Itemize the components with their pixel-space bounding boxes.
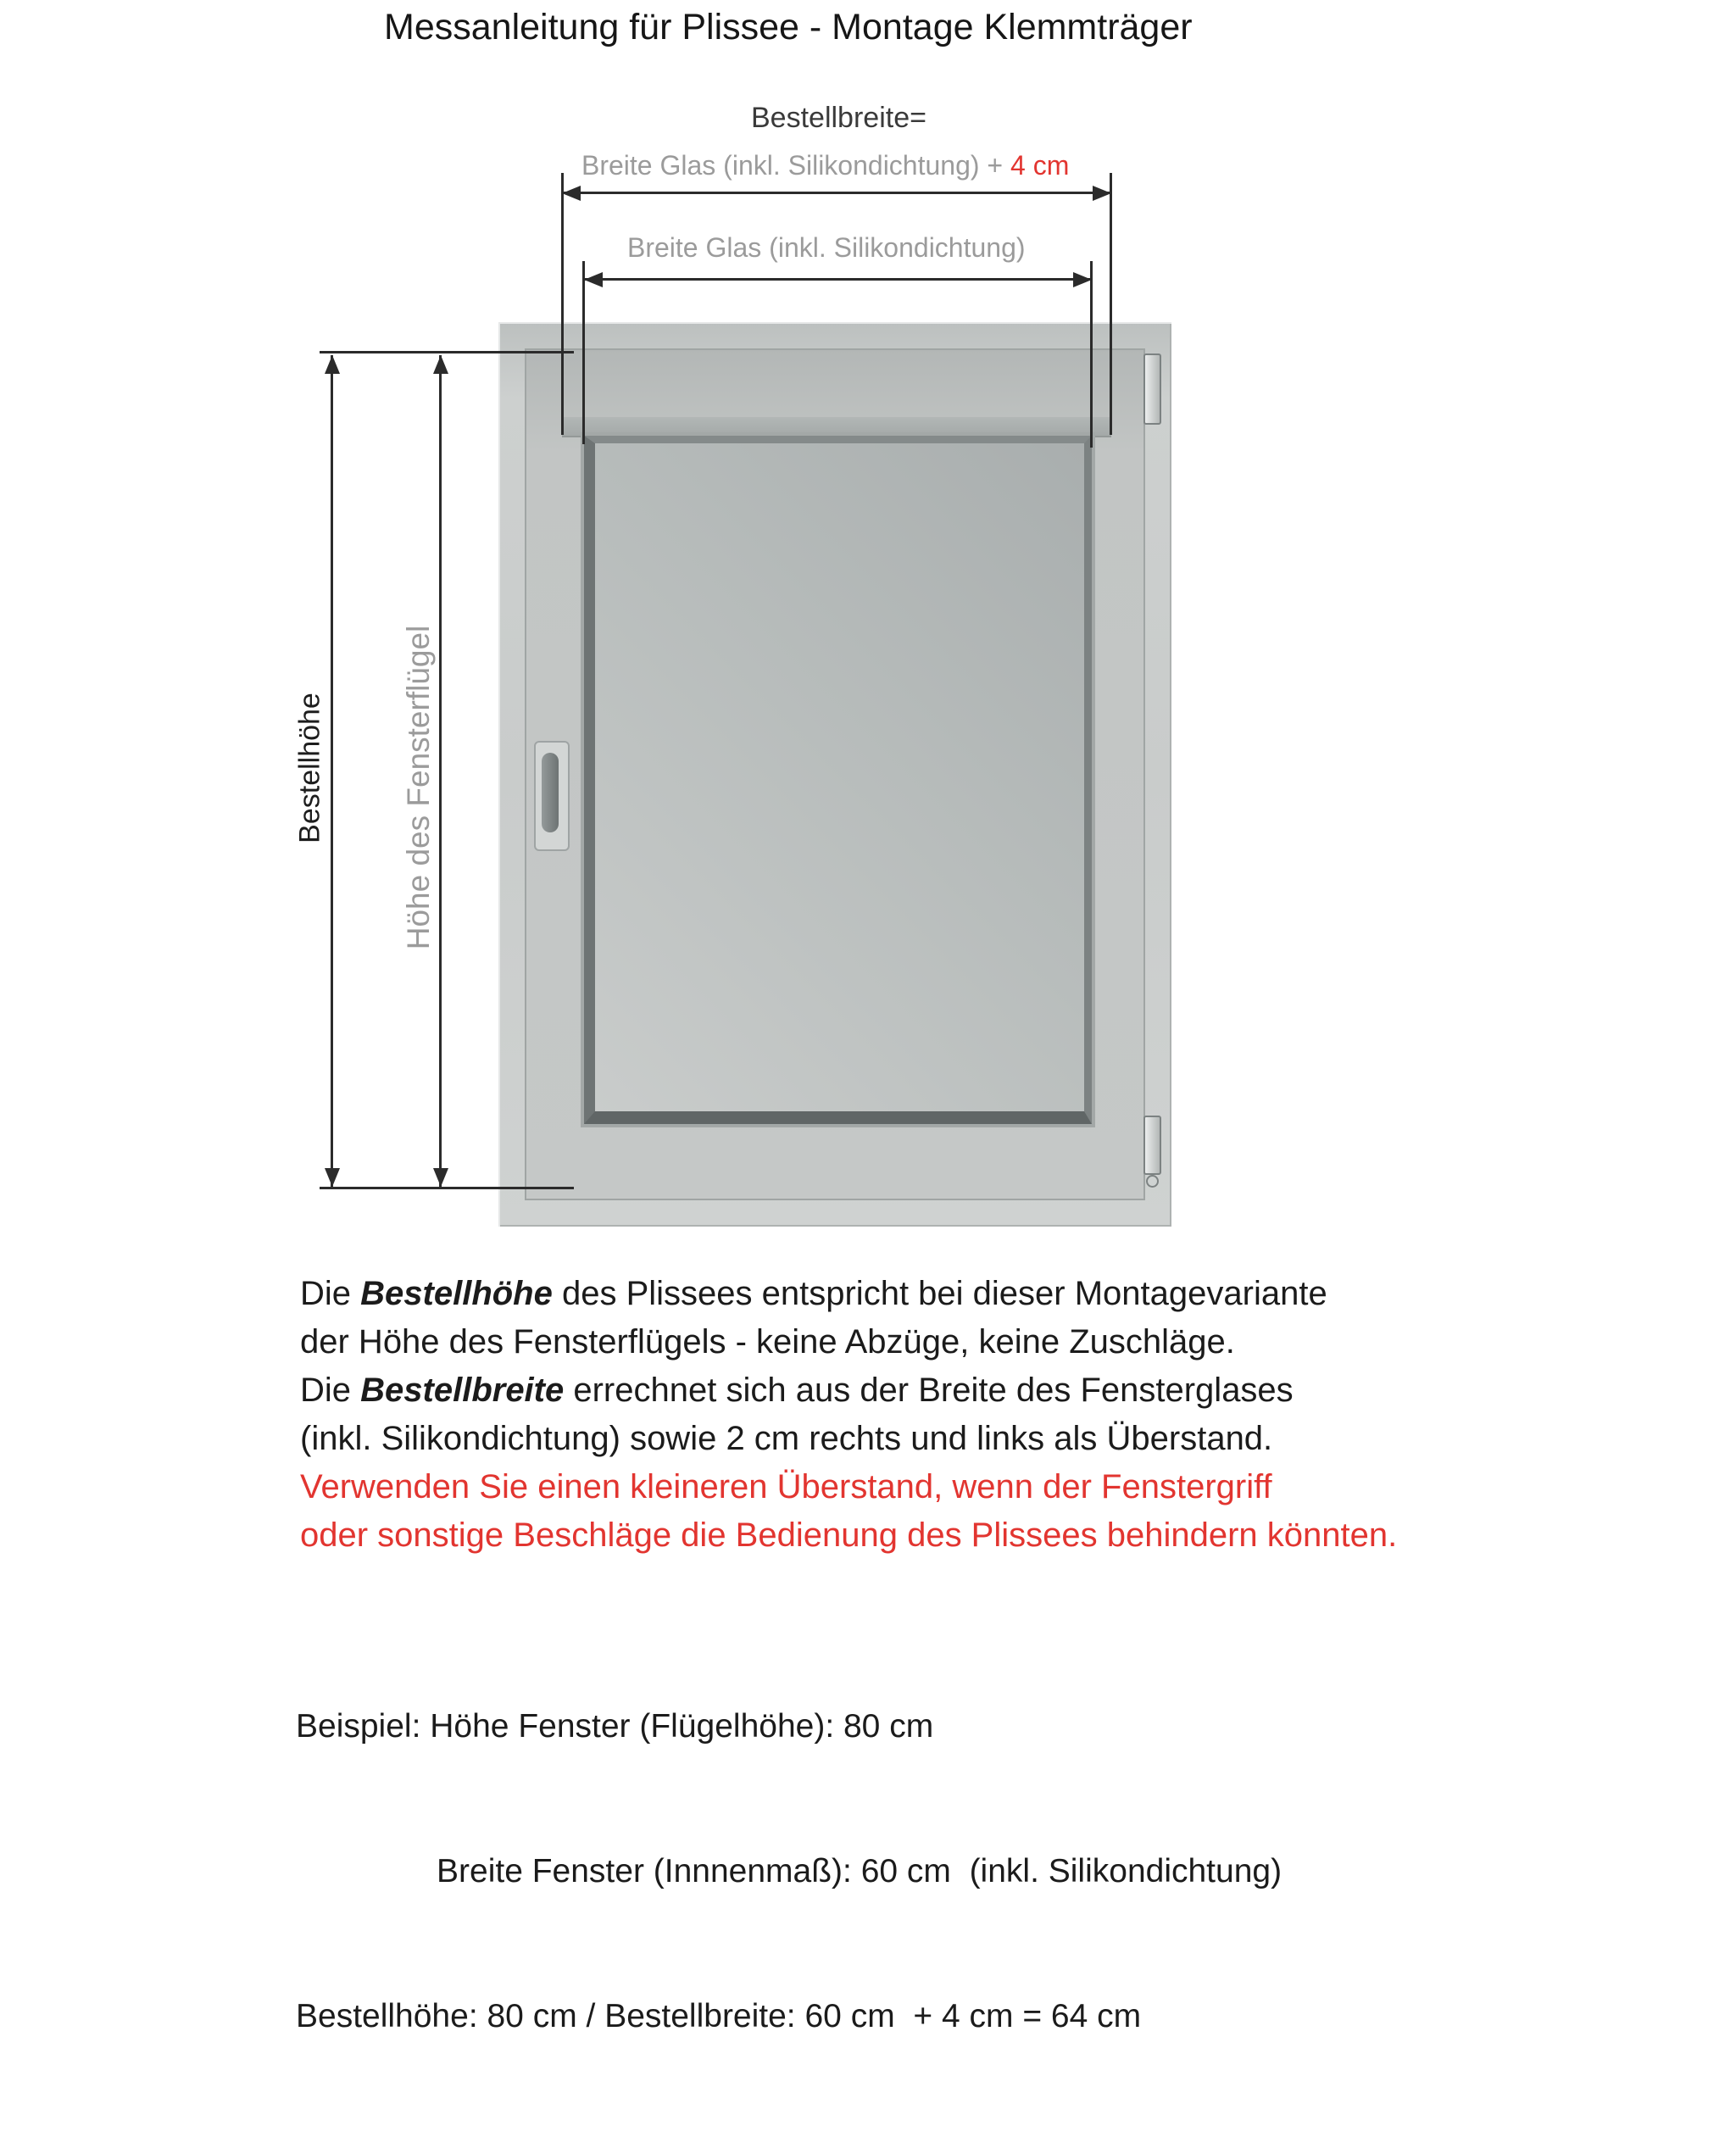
example-block: [296, 1606, 1282, 2137]
explanation-line-4: (inkl. Silikondichtung) sowie 2 cm rechts und links als Überstand.: [300, 1420, 1273, 1457]
explanation-line-3-suffix: errechnet sich aus der Breite des Fensterglases: [564, 1372, 1294, 1409]
warning-line-1: Verwenden Sie einen kleineren Überstand, wenn der Fenstergriff: [300, 1468, 1272, 1505]
explanation-line-1-prefix: Die: [300, 1275, 361, 1312]
order-width-label-extra: 4 cm: [1010, 150, 1070, 181]
window-glass: [584, 436, 1092, 1124]
order-width-label: [581, 150, 1069, 181]
top-tick-line: [320, 351, 574, 353]
order-width-extension-right: [1110, 173, 1112, 435]
example-line-3: Bestellhöhe: 80 cm / Bestellbreite: 60 cm + 4 cm = 64 cm: [296, 1998, 1142, 2034]
order-width-extension-left: [561, 173, 564, 435]
example-line-1: Beispiel: Höhe Fenster (Flügelhöhe): 80 cm: [296, 1708, 934, 1745]
window-handle-lever: [542, 753, 559, 832]
order-width-heading: Bestellbreite=: [751, 102, 926, 134]
sash-height-label: Höhe des Fensterflügel: [401, 625, 436, 950]
top-hinge: [1143, 353, 1161, 425]
explanation-line-1-suffix: des Plissees entspricht bei dieser Montagevariante: [552, 1275, 1327, 1312]
explanation-line-3-prefix: Die: [300, 1372, 361, 1409]
order-width-term: Bestellbreite: [360, 1372, 565, 1409]
glass-width-label: Breite Glas (inkl. Silikondichtung): [627, 232, 1026, 263]
order-height-term: Bestellhöhe: [360, 1275, 553, 1312]
glass-width-extension-right: [1090, 261, 1093, 448]
glass-width-dimension-arrow: [584, 278, 1092, 281]
example-line-2: Breite Fenster (Innnenmaß): 60 cm (inkl. Silikondichtung): [437, 1853, 1283, 1889]
order-height-label: Bestellhöhe: [293, 693, 326, 843]
glass-width-extension-left: [582, 261, 585, 444]
explanation-line-3: [300, 1366, 1397, 1415]
plissee-top-rail: [562, 417, 1111, 437]
explanation-line-1: [300, 1270, 1397, 1318]
explanation-paragraph: [300, 1270, 1397, 1560]
sash-height-dimension-arrow: [439, 355, 442, 1187]
bottom-tick-line: [320, 1187, 574, 1189]
page-title: Messanleitung für Plissee - Montage Klemmträger: [384, 7, 1193, 47]
explanation-line-2: der Höhe des Fensterflügels - keine Abzüge, keine Zuschläge.: [300, 1323, 1235, 1361]
warning-line-2: oder sonstige Beschläge die Bedienung des Plissees behindern könnten.: [300, 1516, 1398, 1554]
order-width-label-text: Breite Glas (inkl. Silikondichtung) +: [581, 150, 1010, 181]
bottom-hinge: [1143, 1116, 1161, 1175]
order-width-dimension-arrow: [562, 192, 1111, 194]
order-height-dimension-arrow: [331, 355, 333, 1187]
bottom-hinge-pin: [1146, 1175, 1159, 1188]
